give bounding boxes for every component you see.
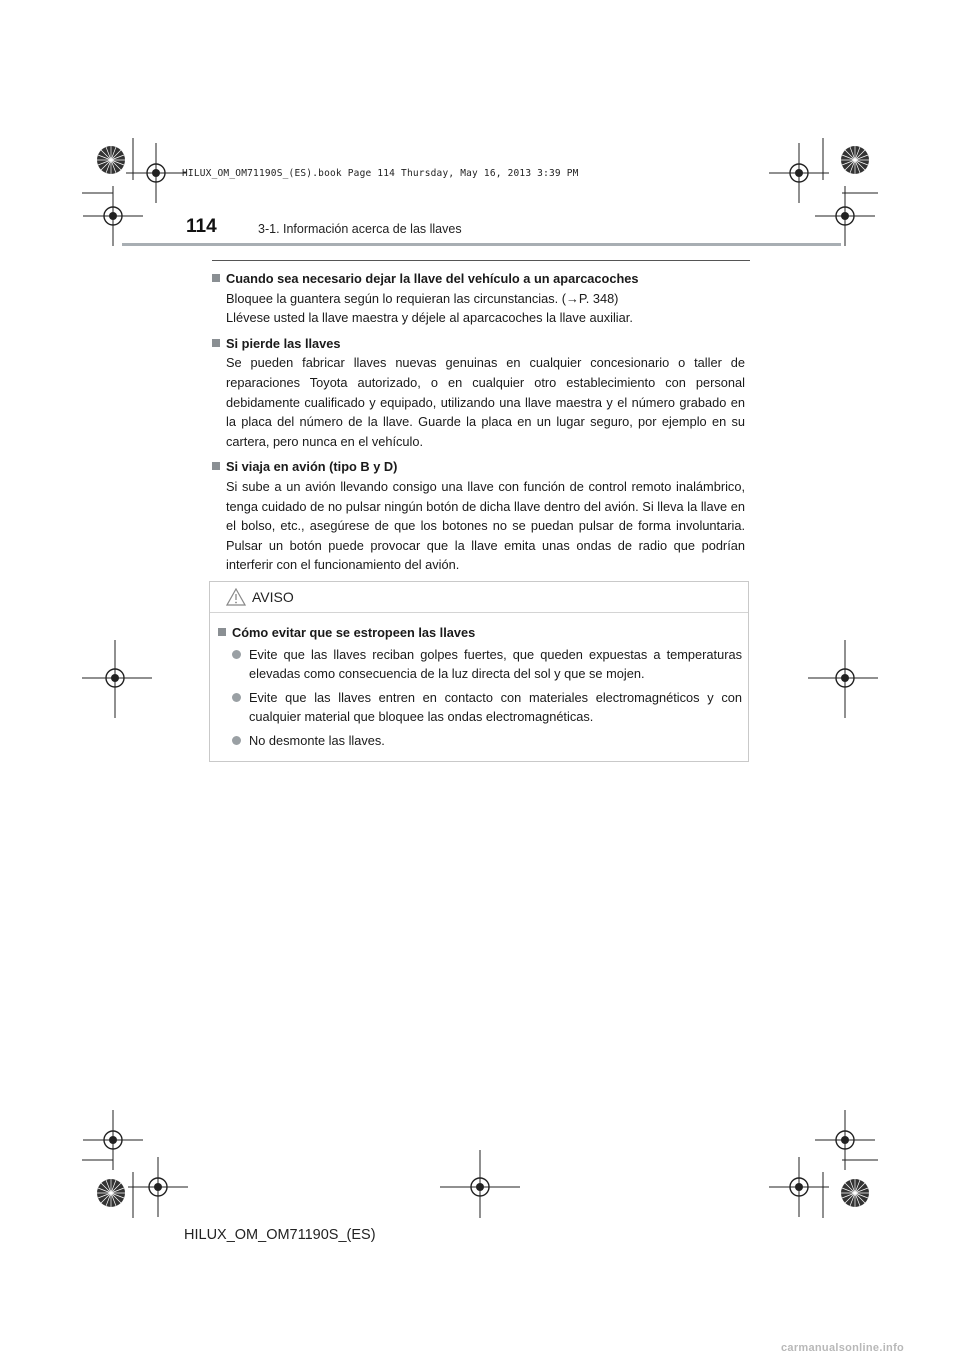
warning-bullet: Evite que las llaves entren en contacto con materiales electromagnéticos y con cualquier material que bloquee las ondas electromagnéticas. (218, 688, 742, 727)
page-number: 114 (186, 216, 217, 237)
square-bullet-icon (212, 339, 220, 347)
square-bullet-icon (212, 274, 220, 282)
registration-crosshair-icon (769, 143, 829, 203)
section-heading: Si pierde las llaves (226, 335, 341, 351)
file-stamp: HILUX_OM_OM71190S_(ES).book Page 114 Thursday, May 16, 2013 3:39 PM (182, 168, 579, 179)
color-wheel-icon (841, 146, 869, 174)
warning-triangle-icon (226, 588, 246, 606)
section-title: 3-1. Información acerca de las llaves (258, 222, 462, 236)
watermark: carmanualsonline.info (781, 1342, 905, 1354)
section-heading: Cuando sea necesario dejar la llave del vehículo a un aparcacoches (226, 271, 639, 286)
warning-box (209, 581, 749, 762)
warning-bullet: No desmonte las llaves. (218, 731, 742, 751)
paragraph: Bloquee la guantera según lo requieran las circunstancias. (→P. 348) (226, 290, 619, 306)
warning-bullet: Evite que las llaves reciban golpes fuertes, que queden expuestas a temperaturas elevadas como consecuencia de la luz directa del sol y que se mojen. (218, 645, 742, 684)
section-lost-keys (212, 334, 745, 452)
paragraph: Llévese usted la llave maestra y déjele al aparcacoches la llave auxiliar. (226, 310, 633, 326)
section-heading: Si viaja en avión (tipo B y D) (226, 459, 398, 475)
section-valet (212, 269, 745, 328)
square-bullet-icon (218, 628, 226, 636)
registration-crosshair-icon (126, 143, 186, 203)
content-top-rule (212, 260, 750, 261)
registration-crosshair-icon (815, 1110, 875, 1170)
color-wheel-icon (97, 146, 125, 174)
content-body (212, 269, 745, 581)
warning-title-bar (210, 582, 748, 613)
square-bullet-icon (212, 462, 220, 470)
paragraph: Se pueden fabricar llaves nuevas genuinas en cualquier concesionario o taller de reparaciones Toyota autorizado, o en cualquier otro establecimiento con personal debidamente cualificado y equipado, utilizando una llave maestra y el número grabado en la placa del número de la llave. Guarde la placa en un lugar seguro, por ejemplo en su cartera, pero nunca en el vehículo. (226, 355, 745, 449)
round-bullet-icon (232, 650, 241, 659)
warning-heading: Cómo evitar que se estropeen las llaves (232, 625, 476, 640)
paragraph: Si sube a un avión llevando consigo una llave con función de control remoto inalámbrico, tenga cuidado de no pulsar ningún botón de dicha llave dentro del avión. Si lleva la llave en el bolso, etc., asegúrese de que los botones no se puedan pulsar de forma involuntaria. Pulsar un botón puede provocar que la llave emita unas ondas de radio que podrían interferir con el funcionamiento del avión. (226, 478, 745, 573)
section-airplane (212, 457, 745, 575)
color-wheel-icon (97, 1179, 125, 1207)
footer-doc-code: HILUX_OM_OM71190S_(ES) (184, 1227, 376, 1243)
round-bullet-icon (232, 736, 241, 745)
registration-crosshair-icon (83, 1110, 143, 1170)
registration-crosshair-icon (815, 186, 875, 246)
round-bullet-icon (232, 693, 241, 702)
registration-crosshair-icon (83, 186, 143, 246)
color-wheel-icon (841, 1179, 869, 1207)
warning-title: AVISO (252, 589, 294, 605)
registration-crosshair-icon (769, 1157, 829, 1217)
registration-crosshair-icon (128, 1157, 188, 1217)
header-bar (122, 243, 841, 246)
